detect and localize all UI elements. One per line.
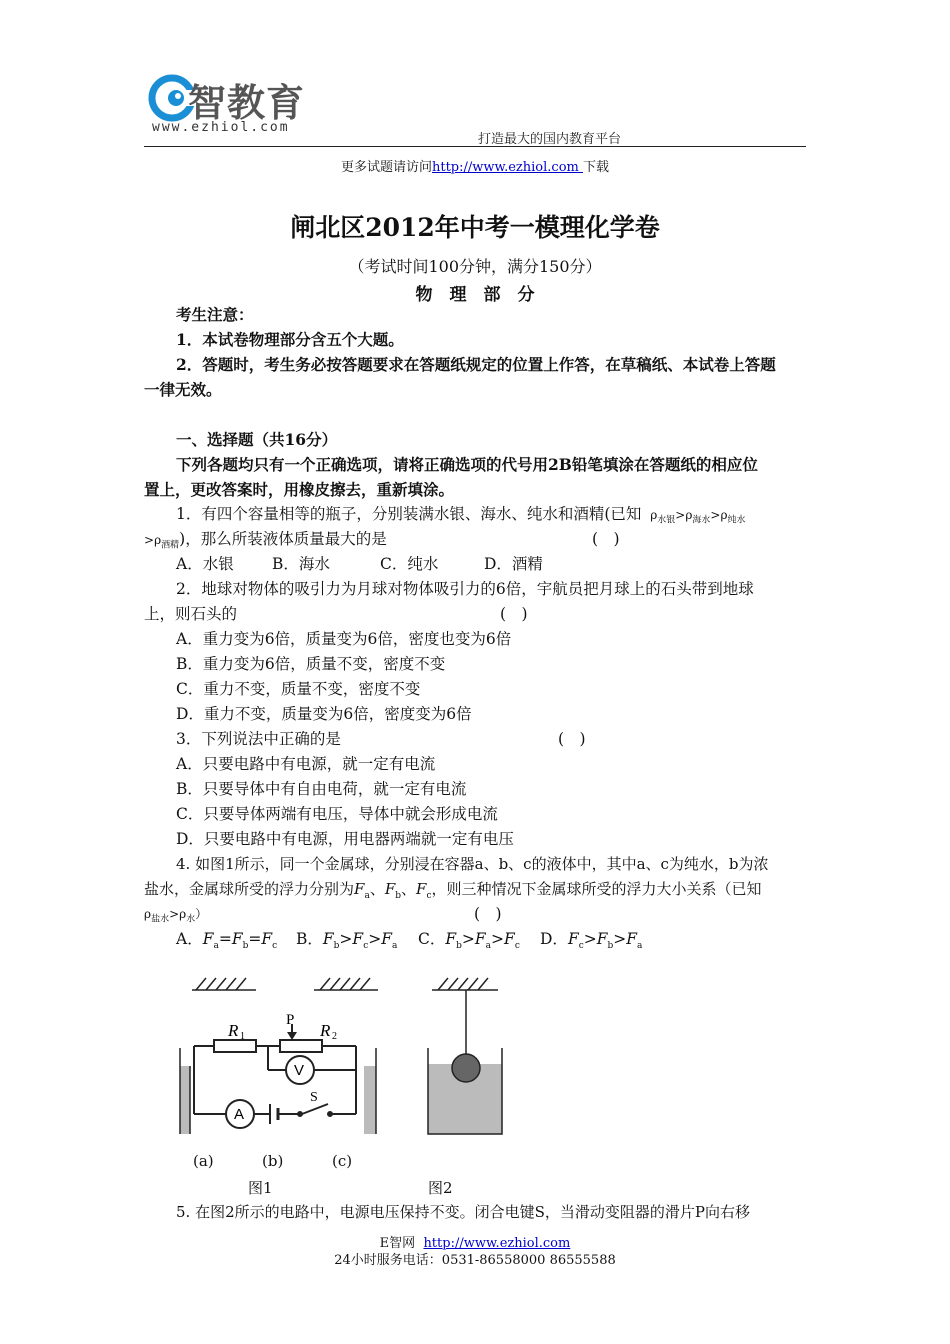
q1-stem: 1．有四个容量相等的瓶子，分别装满水银、海水、纯水和酒精(已知 $\rho_{水银}>\rho_{海水}>\rho_{纯水}$ — [176, 505, 746, 526]
q2-option-b: B．重力变为6倍，质量不变，密度不变 — [176, 655, 446, 673]
logo — [148, 72, 318, 138]
label-a-meter: A — [234, 1106, 245, 1123]
section-title: 物 理 部 分 — [415, 285, 535, 305]
figure-label-c: (c) — [332, 1152, 353, 1170]
notice-item-2: 2．答题时，考生务必按答题要求在答题纸规定的位置上作答，在草稿纸、本试卷上答题 — [176, 355, 776, 374]
notice-heading: 考生注意： — [176, 305, 254, 324]
q1-option-c: C．纯水 — [380, 555, 439, 573]
figure-2-caption: 图2 — [428, 1179, 453, 1197]
figure-label-b: (b) — [262, 1152, 284, 1170]
q1-option-d: D．酒精 — [484, 555, 543, 573]
q4-paren: ( ) — [474, 905, 502, 923]
metal-ball — [452, 1054, 480, 1082]
footer-site-name: E智网 — [379, 1236, 416, 1251]
q5-stem: 5. 在图2所示的电路中，电源电压保持不变。闭合电键S，当滑动变阻器的滑片P向右移 — [176, 1203, 750, 1221]
more-prefix: 更多试题请访问 — [340, 160, 432, 175]
q1-option-a: A．水银 — [176, 555, 234, 573]
q4-option-d: D．$F_c>F_b>F_a$ — [540, 930, 643, 952]
notice-item-1: 1．本试卷物理部分含五个大题。 — [176, 330, 404, 349]
label-s: S — [310, 1090, 318, 1105]
figure-1-caption: 图1 — [248, 1179, 273, 1197]
q3-paren: ( ) — [558, 730, 586, 748]
footer-phone: 24小时服务电话：0531-86558000 86555588 — [334, 1253, 616, 1268]
q1-paren: ( ) — [592, 530, 620, 548]
page-title: 闸北区2012年中考一模理化学卷 — [290, 213, 660, 242]
figure-diagram — [170, 968, 530, 1148]
slider-arrow — [287, 1032, 297, 1040]
switch — [302, 1104, 328, 1114]
label-r1-sub: 1 — [240, 1031, 245, 1042]
container-a — [180, 1048, 190, 1134]
container-c — [428, 990, 502, 1134]
hanger-b — [314, 978, 378, 990]
slogan: 打造最大的国内教育平台 — [478, 132, 622, 147]
hanger-a — [192, 978, 256, 990]
q4-stem: 4. 如图1所示，同一个金属球，分别浸在容器a、b、c的液体中，其中a、c为纯水，b为浓 — [176, 855, 769, 873]
resistor-r2 — [280, 1040, 322, 1052]
label-v: V — [294, 1062, 305, 1079]
footer-site-link[interactable]: http://www.ezhiol.com — [423, 1236, 571, 1251]
part1-instructions: 下列各题均只有一个正确选项，请将正确选项的代号用2B铅笔填涂在答题纸的相应位 — [176, 455, 758, 474]
q4-option-c: C．$F_b>F_a>F_c$ — [418, 930, 520, 952]
q2-stem-cont: 上，则石头的 — [144, 605, 238, 623]
q3-option-b: B．只要导体中有自由电荷，就一定有电流 — [176, 780, 467, 798]
label-r2-sub: 2 — [332, 1031, 337, 1042]
logo-url: www.ezhiol.com — [152, 120, 290, 135]
more-downloads — [0, 156, 950, 175]
logo-text: 智教育 — [188, 81, 306, 125]
q3-option-c: C．只要导体两端有电压，导体中就会形成电流 — [176, 805, 498, 823]
q2-paren: ( ) — [500, 605, 528, 623]
q3-stem: 3．下列说法中正确的是 — [176, 730, 341, 748]
q4-stem-cont-2: $\rho_{盐水}>\rho_水$） — [144, 907, 208, 925]
label-r1: R — [228, 1021, 239, 1040]
q1-option-b: B．海水 — [272, 555, 330, 573]
page-subtitle: （考试时间100分钟，满分150分） — [348, 257, 602, 276]
part1-instructions-cont: 置上，更改答案时，用橡皮擦去，重新填涂。 — [144, 480, 455, 499]
figure-label-a: (a) — [193, 1152, 214, 1170]
label-p: P — [286, 1012, 295, 1028]
q1-stem-cont: $>\rho_{酒精}$)，那么所装液体质量最大的是 — [144, 530, 387, 551]
q2-option-a: A．重力变为6倍，质量变为6倍，密度也变为6倍 — [176, 630, 512, 648]
q2-stem: 2．地球对物体的吸引力为月球对物体吸引力的6倍，宇航员把月球上的石头带到地球 — [176, 580, 754, 598]
part1-heading: 一、选择题（共16分） — [176, 430, 338, 449]
label-r2: R — [320, 1021, 331, 1040]
header-divider — [144, 146, 806, 147]
notice-item-2-cont: 一律无效。 — [144, 380, 222, 399]
q2-option-d: D．重力不变，质量变为6倍，密度变为6倍 — [176, 705, 472, 723]
resistor-r1 — [214, 1040, 256, 1052]
more-suffix: 下载 — [583, 160, 610, 175]
q2-option-c: C．重力不变，质量不变，密度不变 — [176, 680, 421, 698]
q3-option-d: D．只要电路中有电源，用电器两端就一定有电压 — [176, 830, 514, 848]
hanger-c — [432, 978, 498, 990]
q4-option-a: A．$F_a=F_b=F_c$ — [176, 930, 278, 952]
q4-option-b: B．$F_b>F_c>F_a$ — [296, 930, 398, 952]
q3-option-a: A．只要电路中有电源，就一定有电流 — [176, 755, 436, 773]
container-b — [364, 1048, 376, 1134]
q4-stem-cont: 盐水，金属球所受的浮力分别为$F_a$、$F_b$、$F_c$，则三种情况下金属球所受的浮力大小关系（已知 — [144, 880, 762, 901]
more-link[interactable]: http://www.ezhiol.com — [431, 160, 583, 175]
